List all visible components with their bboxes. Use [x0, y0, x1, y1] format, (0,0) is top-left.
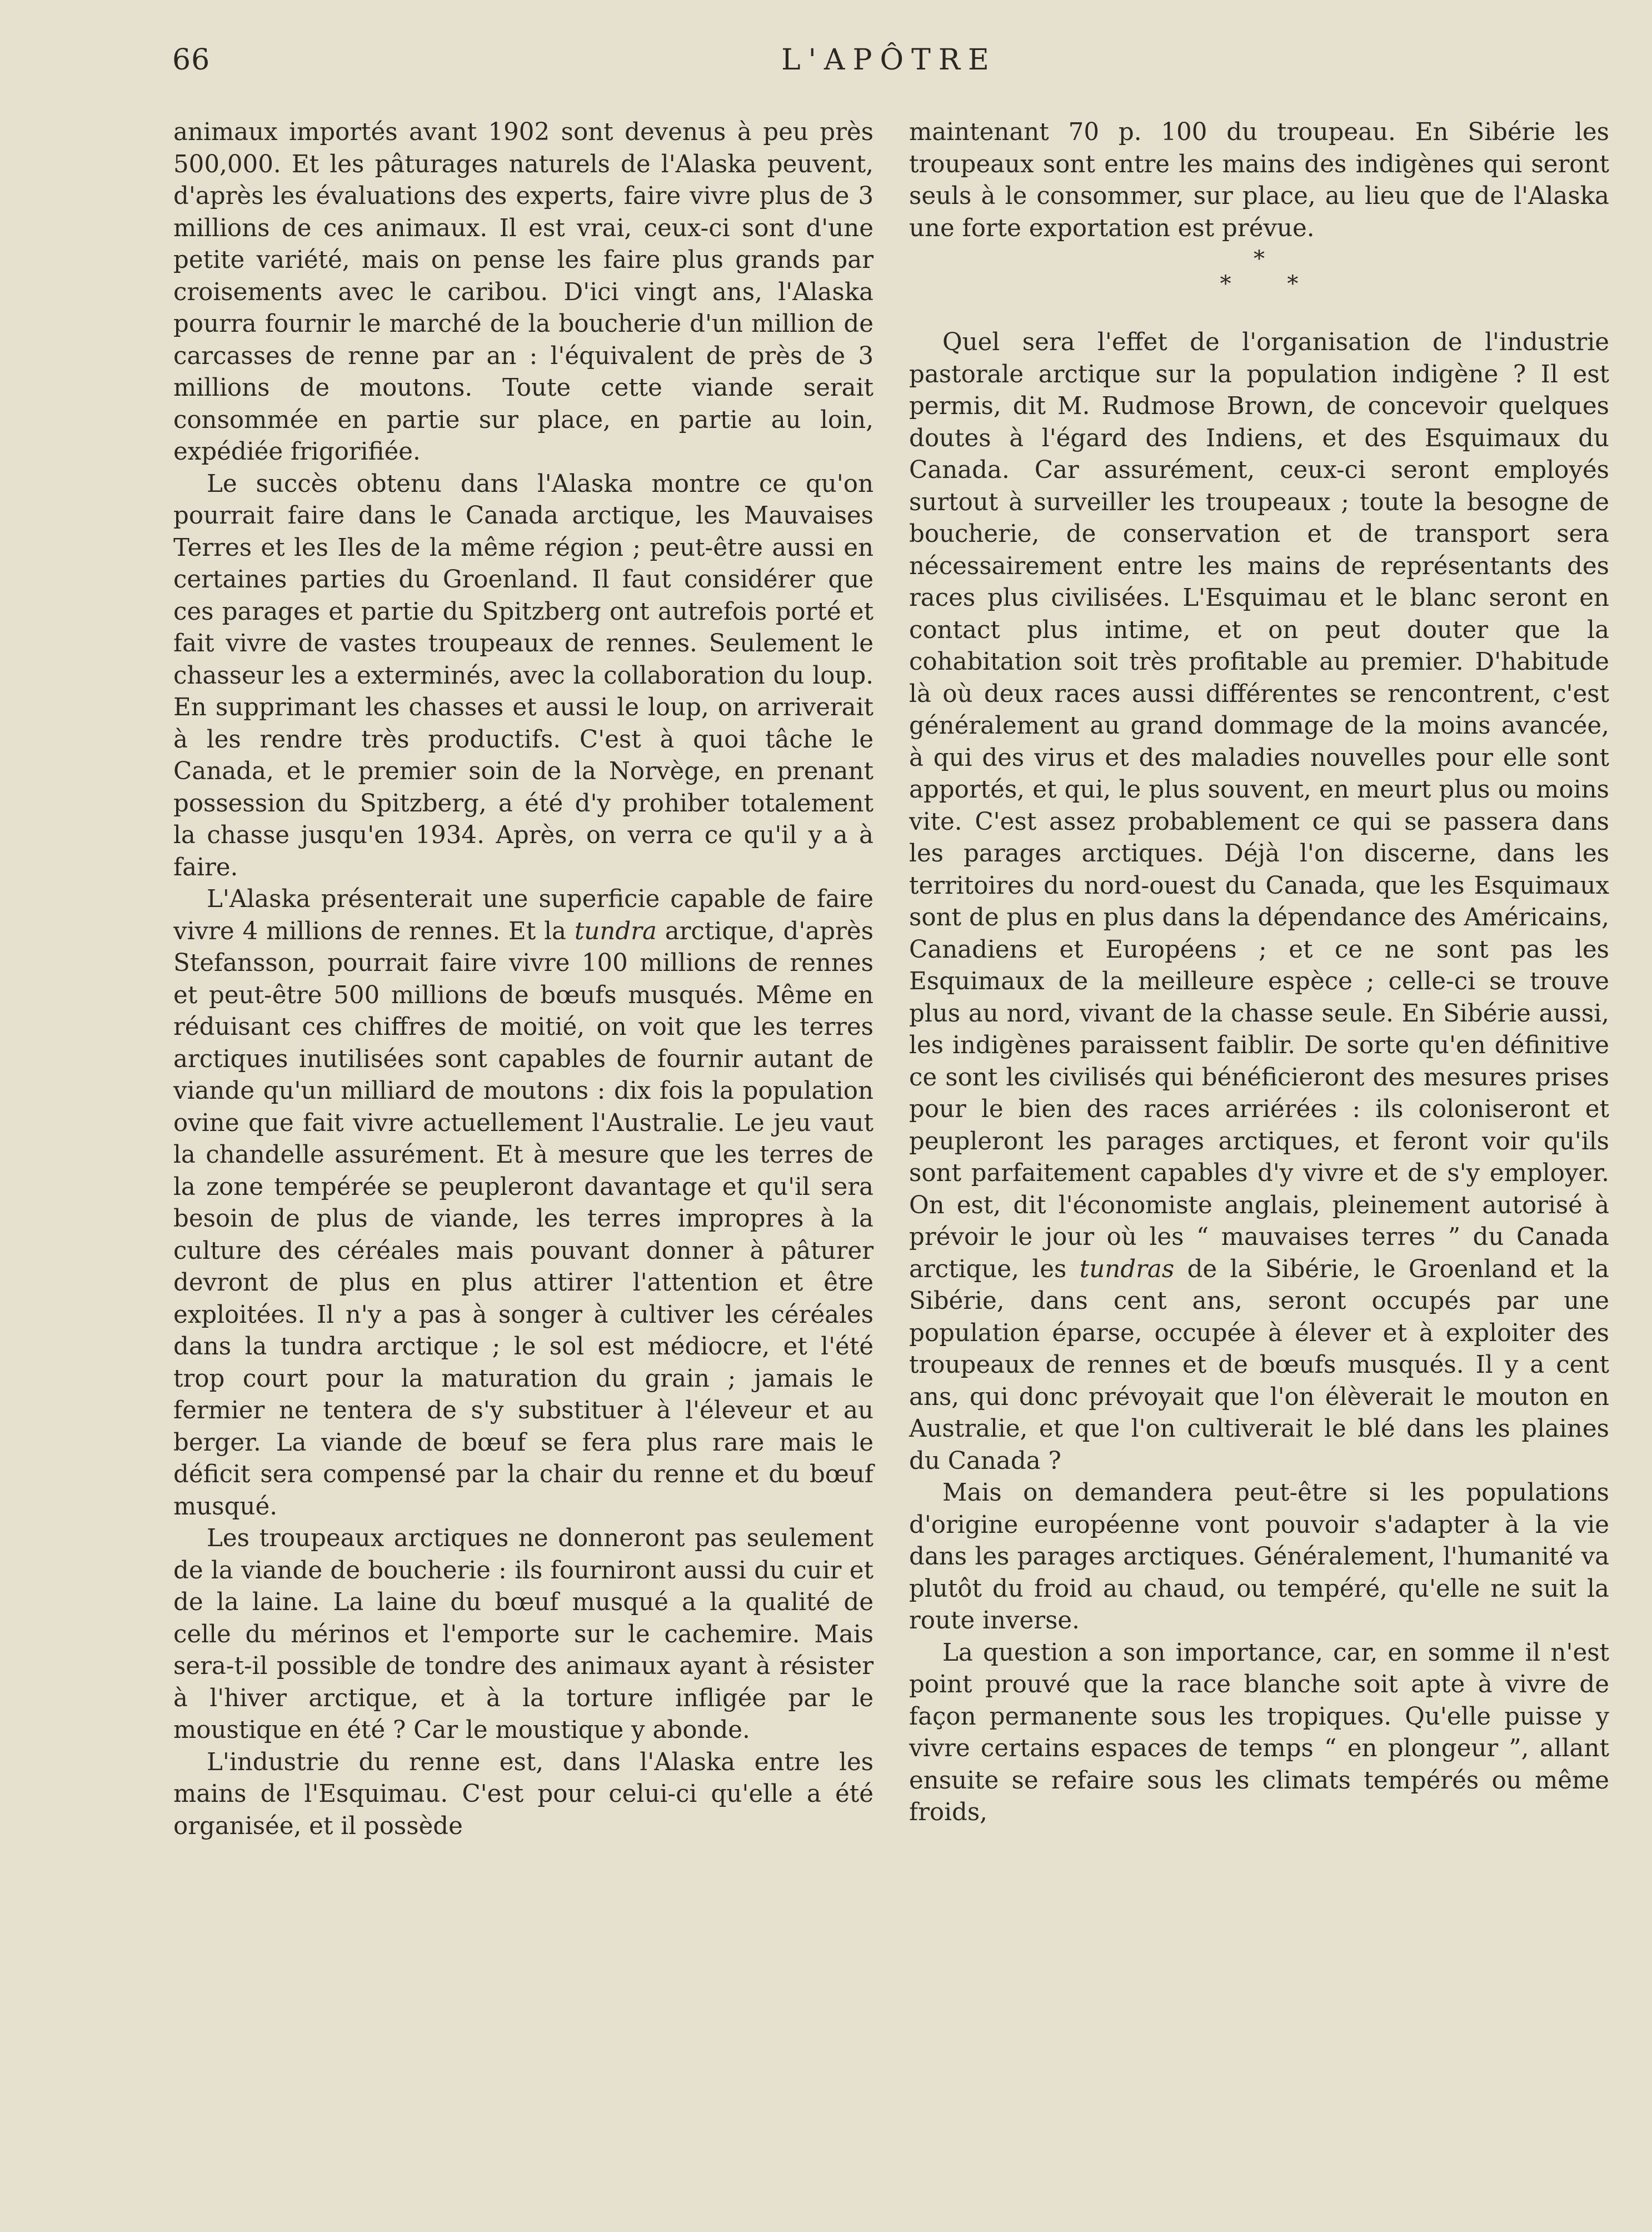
paragraph [173, 1747, 874, 1843]
page-number: 66 [172, 43, 211, 77]
paragraph-text: Quel sera l'effet de l'organisation de l'industrie pastorale arctique sur la population indigène ? Il est permis, dit M. Rudmose Brown, de concevoir quelques doutes à l'égard des Indiens, et des Esquimaux du Canada. Car assurément, ceux-ci seront employés surtout à surveiller les troupeaux ; toute la besogne de boucherie, de conservation et de transport sera nécessairement entre les mains de représentants des races plus civilisées. L'Esquimau et le blanc seront en contact plus intime, et on peut douter que la cohabitation soit très profitable au premier. D'habitude là où deux races aussi différentes se rencontrent, c'est généralement au grand dommage de la moins avancée, à qui des virus et des maladies nouvelles pour elle sont apportés, et qui, le plus souvent, en meurt plus ou moins vite. C'est assez probablement ce qui se passera dans les parages arctiques. Déjà l'on discerne, dans les territoires du nord-ouest du Canada, que les Esquimaux sont de plus en plus dans la dépendance des Américains, Canadiens et Européens ; et ce ne sont pas les Esquimaux de la meilleure espèce ; celle-ci se trouve plus au nord, vivant de la chasse seule. En Sibérie aussi, les indigènes paraissent faiblir. De sorte qu'en définitive ce sont les civilisés qui bénéficieront des mesures prises pour le bien des races arriérées : ils coloniseront et peupleront les parages arctiques, et feront voir qu'ils sont parfaitement capables d'y vivre et de s'y employer. On est, dit l'économiste anglais, pleinement autorisé à prévoir le jour où les “ mauvaises terres ” du Canada arctique, les [909, 328, 1609, 1283]
paragraph [173, 117, 874, 469]
paragraph-text: L'industrie du renne est, dans l'Alaska entre les mains de l'Esquimau. C'est pour celui-ci qu'elle a été organisée, et il possède [173, 1748, 874, 1840]
paragraph [909, 1477, 1609, 1637]
paragraph-text: La question a son importance, car, en somme il n'est point prouvé que la race blanche soit apte à vivre de façon permanente sous les tropiques. Qu'elle puisse y vivre certains espaces de temps “ en plongeur ”, allant ensuite se refaire sous les climats tempérés ou même froids, [909, 1638, 1609, 1826]
right-column-top [909, 117, 1609, 245]
separator-stars-bottom: * * [1220, 271, 1323, 297]
right-column [909, 117, 1609, 1829]
paragraph [173, 884, 874, 1523]
paragraph-text: Mais on demandera peut-être si les populations d'origine européenne vont pouvoir s'adapter à la vie dans les parages arctiques. Généralement, l'humanité va plutôt du froid au chaud, ou tempéré, qu'elle ne suit la route inverse. [909, 1479, 1609, 1635]
paragraph [909, 1637, 1609, 1829]
paragraph-text: maintenant 70 p. 100 du troupeau. En Sibérie les troupeaux sont entre les mains des indigènes qui seront seuls à le consommer, sur place, au lieu que de l'Alaska une forte exportation est prévue. [909, 118, 1609, 242]
paragraph-text: de la Sibérie, le Groenland et la Sibérie, dans cent ans, seront occupés par une population éparse, occupée à élever et à exploiter des troupeaux de rennes et de bœufs musqués. Il y a cent ans, qui donc prévoyait que l'on élèverait le mouton en Australie, et que l'on cultiverait le blé dans les plaines du Canada ? [909, 1255, 1609, 1475]
left-column [173, 117, 874, 1842]
paragraph [173, 1523, 874, 1747]
paragraph [909, 117, 1609, 245]
paragraph-text: Le succès obtenu dans l'Alaska montre ce qu'on pourrait faire dans le Canada arctique, les Mauvaises Terres et les Iles de la même région ; peut-être aussi en certaines parties du Groenland. Il faut considérer que ces parages et partie du Spitzberg ont autrefois porté et fait vivre de vastes troupeaux de rennes. Seulement le chasseur les a exterminés, avec la collaboration du loup. En supprimant les chasses et aussi le loup, on arriverait à les rendre très productifs. C'est à quoi tâche le Canada, et le premier soin de la Norvège, en prenant possession du Spitzberg, a été d'y prohiber totalement la chasse jusqu'en 1934. Après, on verra ce qu'il y a à faire. [173, 470, 874, 881]
paragraph-text: Les troupeaux arctiques ne donneront pas seulement de la viande de boucherie : ils fourniront aussi du cuir et de la laine. La laine du bœuf musqué a la qualité de celle du mérinos et l'emporte sur le cachemire. Mais sera-t-il possible de tondre des animaux ayant à résister à l'hiver arctique, et à la torture infligée par le moustique en été ? Car le moustique y abonde. [173, 1524, 874, 1744]
running-title: L'APÔTRE [781, 43, 997, 77]
page-header [172, 43, 1606, 82]
separator-star-top: * [1254, 246, 1265, 272]
italic-term: tundra [574, 917, 657, 945]
paragraph [173, 469, 874, 884]
right-column-bottom [909, 327, 1609, 1829]
paragraph-text: animaux importés avant 1902 sont devenus à peu près 500,000. Et les pâturages naturels de l'Alaska peuvent, d'après les évaluations des experts, faire vivre plus de 3 millions de ces animaux. Il est vrai, ceux-ci sont d'une petite variété, mais on pense les faire plus grands par croisements avec le caribou. D'ici vingt ans, l'Alaska pourra fournir le marché de la boucherie d'un million de carcasses de renne par an : l'équivalent de près de 3 millions de moutons. Toute cette viande serait consommée en partie sur place, en partie au loin, expédiée frigorifiée. [173, 118, 874, 466]
paragraph [909, 327, 1609, 1477]
section-separator [909, 247, 1609, 297]
paragraph-text: L'Alaska présenterait une superficie capable de faire vivre 4 millions de rennes. Et la [173, 885, 874, 945]
italic-term: tundras [1079, 1255, 1175, 1283]
paragraph-text: arctique, d'après Stefansson, pourrait faire vivre 100 millions de rennes et peut-être 500 millions de bœufs musqués. Même en réduisant ces chiffres de moitié, on voit que les terres arctiques inutilisées sont capables de fournir autant de viande qu'un milliard de moutons : dix fois la population ovine que fait vivre actuellement l'Australie. Le jeu vaut la chandelle assurément. Et à mesure que les terres de la zone tempérée se peupleront davantage et qu'il sera besoin de plus de viande, les terres impropres à la culture des céréales mais pouvant donner à pâturer devront de plus en plus attirer l'attention et être exploitées. Il n'y a pas à songer à cultiver les céréales dans la tundra arctique ; le sol est médiocre, et l'été trop court pour la maturation du grain ; jamais le fermier ne tentera de s'y substituer à l'éleveur et au berger. La viande de bœuf se fera plus rare mais le déficit sera compensé par la chair du renne et du bœuf musqué. [173, 917, 874, 1521]
